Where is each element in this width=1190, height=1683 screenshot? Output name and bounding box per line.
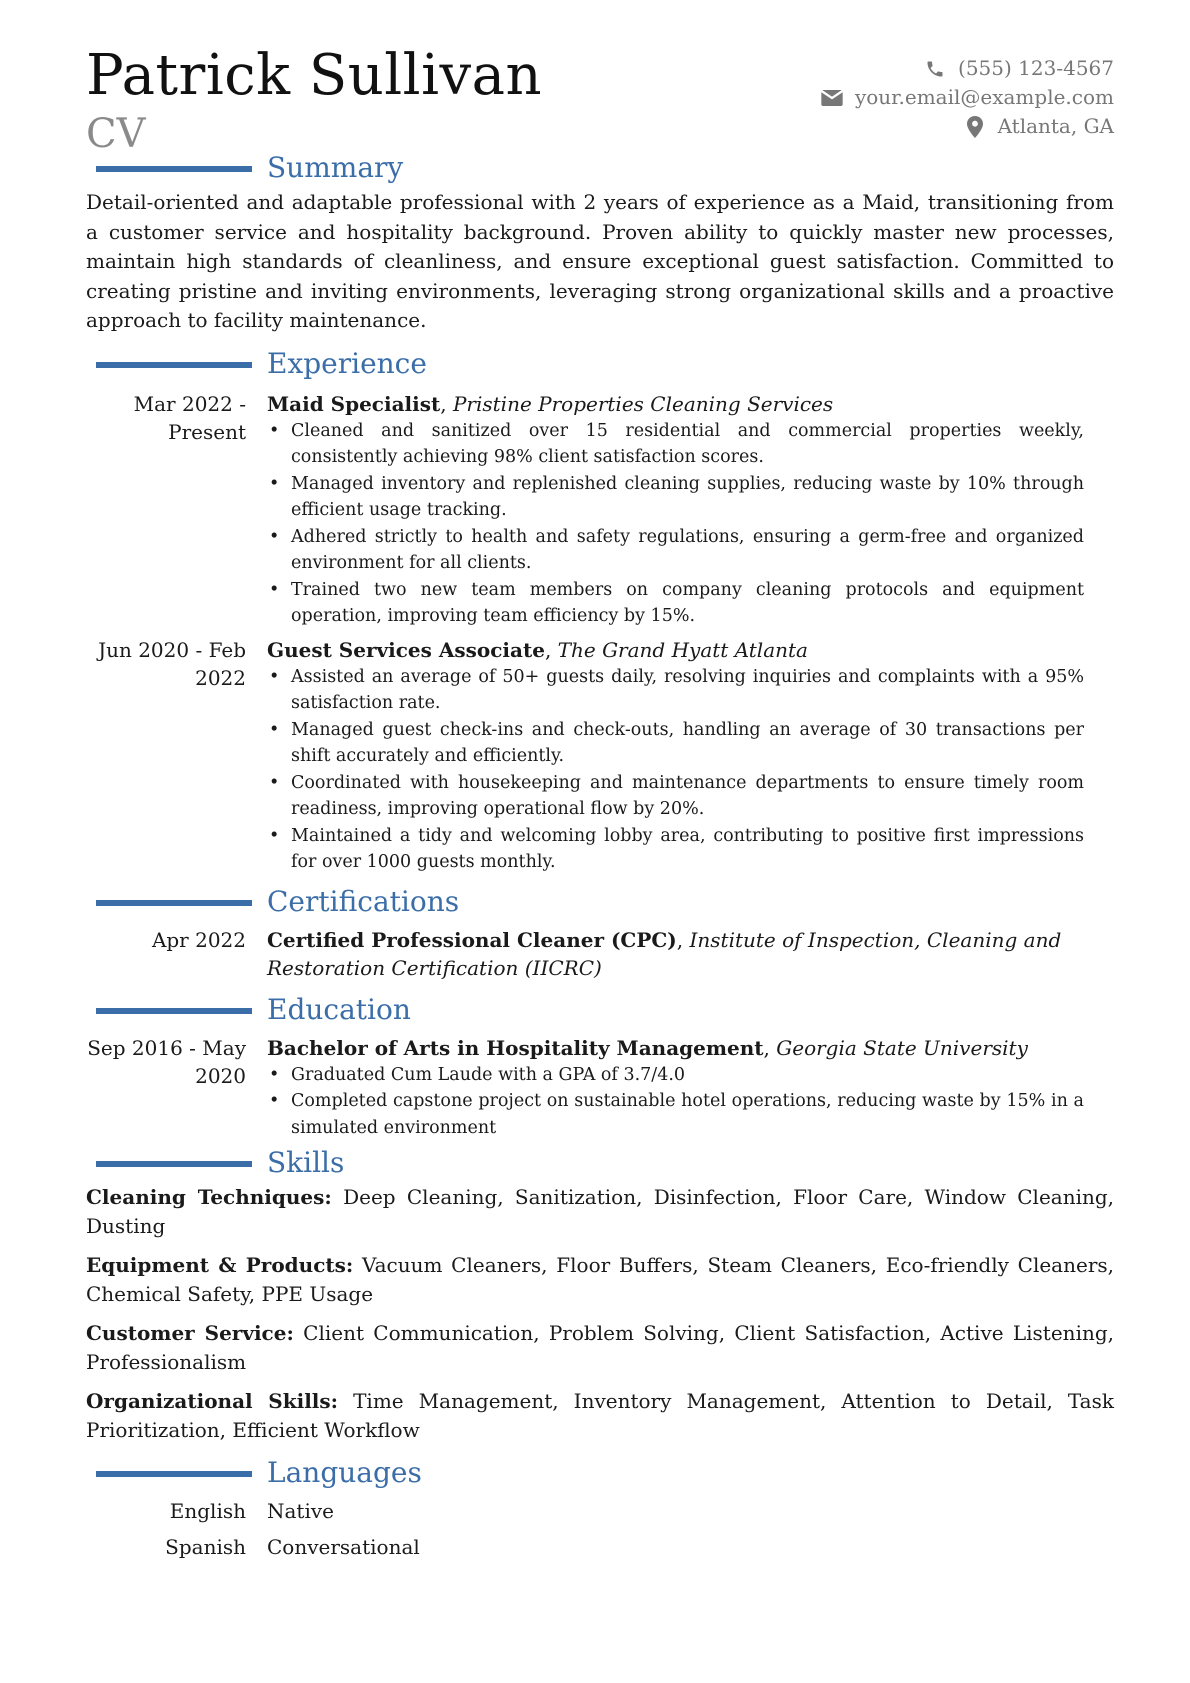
section-title: Languages xyxy=(267,1456,422,1489)
skill-values: Time Management, Inventory Management, Attention to Detail, Task Prioritization, Efficient Workflow xyxy=(86,1389,1114,1442)
list-item: • Coordinated with housekeeping and maintenance departments to ensure timely room readiness, improving operational flow by 20%. xyxy=(291,770,1114,823)
skill-label: Customer Service: xyxy=(86,1321,294,1345)
section-bar xyxy=(96,900,252,906)
list-item: • Cleaned and sanitized over 15 residential and commercial properties weekly, consistently achieving 98% client satisfaction scores. xyxy=(291,418,1114,471)
entry-body xyxy=(267,390,1114,630)
skill-label: Organizational Skills: xyxy=(86,1389,339,1413)
section-bar xyxy=(96,166,252,172)
certification-title: Certified Professional Cleaner (CPC) xyxy=(267,927,677,952)
entry-date: Jun 2020 - Feb 2022 xyxy=(98,637,246,690)
section-bar xyxy=(96,1471,252,1477)
language-row xyxy=(86,1493,1114,1529)
list-item: • Completed capstone project on sustainable hotel operations, reducing waste by 15% in a simulated environment xyxy=(291,1088,1114,1141)
resume-header xyxy=(86,0,1114,157)
entry-body xyxy=(267,926,1114,982)
skill-line xyxy=(86,1319,1114,1377)
language-level: Conversational xyxy=(267,1535,420,1559)
section-bar xyxy=(96,362,252,368)
entry-body xyxy=(267,636,1114,876)
list-item: • Managed guest check-ins and check-outs, handling an average of 30 transactions per shift accurately and efficiently. xyxy=(291,717,1114,770)
entry-bullets xyxy=(267,418,1114,630)
section-bar xyxy=(96,1161,252,1167)
entry-body xyxy=(267,1034,1114,1142)
section-title: Summary xyxy=(267,151,404,184)
section-title: Skills xyxy=(267,1146,345,1179)
employer: The Grand Hyatt Atlanta xyxy=(557,637,808,662)
map-pin-icon xyxy=(962,116,988,138)
language-row xyxy=(86,1529,1114,1565)
entry-date: Mar 2022 - Present xyxy=(133,391,246,444)
section-education xyxy=(86,992,1114,1030)
resume-page xyxy=(86,0,1114,1565)
section-bar xyxy=(96,1008,252,1014)
list-item: • Graduated Cum Laude with a GPA of 3.7/4.0 xyxy=(291,1062,1114,1089)
contact-phone xyxy=(819,54,1114,83)
phone-text[interactable]: (555) 123-4567 xyxy=(958,56,1114,80)
certification-entry xyxy=(86,926,1114,982)
candidate-name: Patrick Sullivan xyxy=(86,43,543,108)
list-item: • Managed inventory and replenished cleaning supplies, reducing waste by 10% through efficient usage tracking. xyxy=(291,471,1114,524)
contact-location xyxy=(819,112,1114,141)
skill-values: Deep Cleaning, Sanitization, Disinfection, Floor Care, Window Cleaning, Dusting xyxy=(86,1185,1115,1238)
section-title: Certifications xyxy=(267,884,460,918)
list-item: • Maintained a tidy and welcoming lobby area, contributing to positive first impressions for over 1000 guests monthly. xyxy=(291,823,1114,876)
entry-date: Sep 2016 - May 2020 xyxy=(87,1035,246,1088)
experience-entry xyxy=(86,636,1114,876)
skill-line xyxy=(86,1183,1114,1241)
section-skills xyxy=(86,1145,1114,1183)
section-experience xyxy=(86,346,1114,384)
entry-heading: Guest Services Associate, The Grand Hyatt Atlanta xyxy=(267,637,808,662)
language-name: English xyxy=(169,1499,246,1523)
entry-heading: Certified Professional Cleaner (CPC), Institute of Inspection, Cleaning and Restoration Certification (IICRC) xyxy=(267,927,1062,980)
contact-email xyxy=(819,83,1114,112)
entry-bullets xyxy=(267,1062,1114,1142)
issuer: Institute of Inspection, Cleaning and Restoration Certification (IICRC) xyxy=(267,927,1062,980)
entry-date: Apr 2022 xyxy=(151,927,246,952)
skill-line xyxy=(86,1387,1114,1445)
list-item: • Trained two new team members on company cleaning protocols and equipment operation, improving team efficiency by 15%. xyxy=(291,577,1114,630)
experience-entry xyxy=(86,390,1114,630)
section-title: Experience xyxy=(267,346,427,380)
skill-values: Client Communication, Problem Solving, Client Satisfaction, Active Listening, Professionalism xyxy=(86,1321,1115,1374)
employer: Pristine Properties Cleaning Services xyxy=(452,391,834,416)
skill-line xyxy=(86,1251,1114,1309)
document-subtitle: CV xyxy=(86,111,146,157)
section-certifications xyxy=(86,884,1114,922)
entry-heading: Maid Specialist, Pristine Properties Cleaning Services xyxy=(267,391,834,416)
summary-text: Detail-oriented and adaptable professional with 2 years of experience as a Maid, transitioning from a customer service and hospitality background. Proven ability to quickly master new processes, maintain high standards of cleanliness, and ensure exceptional guest satisfaction. Committed to creating pristine and inviting environments, leveraging strong organizational skills and a proactive approach to facility maintenance. xyxy=(86,190,1114,332)
envelope-icon xyxy=(819,87,845,109)
institution: Georgia State University xyxy=(776,1035,1028,1060)
entry-heading: Bachelor of Arts in Hospitality Management, Georgia State University xyxy=(267,1035,1028,1060)
list-item: • Assisted an average of 50+ guests daily, resolving inquiries and complaints with a 95% satisfaction rate. xyxy=(291,664,1114,717)
language-name: Spanish xyxy=(165,1535,246,1559)
email-link[interactable]: your.email@example.com xyxy=(854,85,1114,109)
degree-title: Bachelor of Arts in Hospitality Management xyxy=(267,1035,764,1060)
skill-values: Vacuum Cleaners, Floor Buffers, Steam Cleaners, Eco-friendly Cleaners, Chemical Safety, PPE Usage xyxy=(86,1253,1114,1306)
location-text: Atlanta, GA xyxy=(997,114,1114,138)
phone-icon xyxy=(922,58,948,80)
skill-label: Cleaning Techniques: xyxy=(86,1185,332,1209)
job-title: Guest Services Associate xyxy=(267,637,545,662)
section-languages xyxy=(86,1455,1114,1493)
list-item: • Adhered strictly to health and safety regulations, ensuring a germ-free and organized environment for all clients. xyxy=(291,524,1114,577)
entry-bullets xyxy=(267,664,1114,876)
job-title: Maid Specialist xyxy=(267,391,441,416)
contact-block xyxy=(819,54,1114,141)
section-summary xyxy=(86,150,1114,188)
skill-label: Equipment & Products: xyxy=(86,1253,354,1277)
education-entry xyxy=(86,1034,1114,1142)
section-title: Education xyxy=(267,992,411,1026)
language-level: Native xyxy=(267,1499,334,1523)
